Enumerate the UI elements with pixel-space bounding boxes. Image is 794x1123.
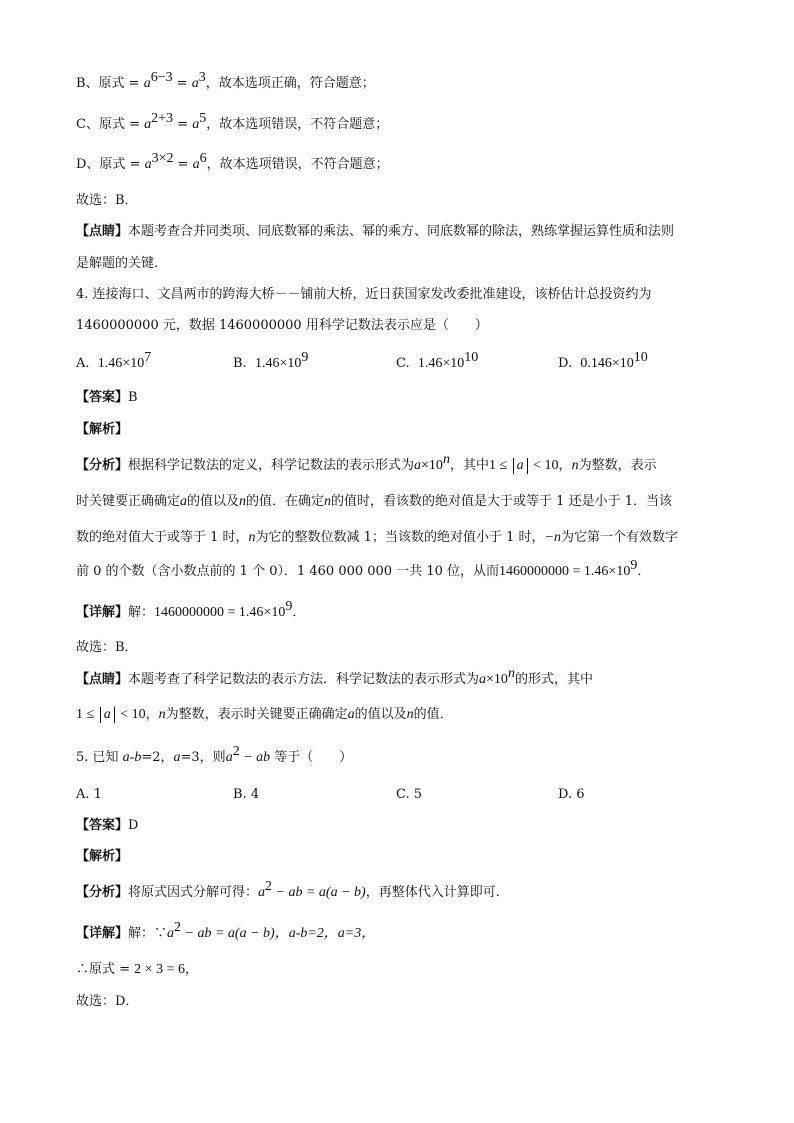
option-label: B. [233,356,247,371]
math-base: a [144,117,152,132]
text: 为整数，表示时关键要正确确定 [165,707,348,722]
text: ，再整体代入计算即可． [365,885,509,900]
q4-stem-line-2: 1460000000 元，数据 1460000000 用科学记数法表示应是（ ） [76,318,488,333]
q4-choice: 故选：B． [76,640,138,655]
text: ，故本选项错误，不符合题意； [206,157,389,172]
q4-xiangjie [76,599,306,623]
xiangjie-tag: 【详解】 [76,605,129,620]
text: 数的绝对值大于或等于 1 时， [76,530,249,545]
math-var: a [173,750,181,765]
math-text: 1460000000 = 1.46×10 [499,564,631,579]
math-exponent: n [507,666,515,681]
q5-option-b: B. 4 [233,787,260,802]
q4-remark-line-2 [76,705,453,725]
math-exponent: n [442,452,450,467]
q4-fenxi-line-3 [76,528,678,548]
math-base: a [143,76,151,91]
math-var: n [324,494,332,509]
text: 的值以及 [354,707,407,722]
q5-option-a: A. 1 [76,787,102,802]
math-var: a [258,885,266,900]
q4-answer [76,388,138,408]
math-var: n [248,530,256,545]
text: ． [292,605,306,620]
text: = [173,157,193,172]
q5-result [76,960,198,980]
text: 的值． [413,707,453,722]
text: 为它第一个有效数字 [560,530,678,545]
q3-choice: 故选：B． [76,193,138,208]
q5-option-d: D. 6 [558,787,585,802]
math-text: − ab [239,750,271,765]
option-d-explanation [76,151,389,175]
math-var: −n [544,530,561,545]
text: 解：∵ [128,926,168,941]
text: ， [145,707,159,722]
q4-fenxi-line-1 [76,452,657,476]
text: 根据科学记数法的定义，科学记数法的表示形式为 [128,458,415,473]
option-c-explanation [76,111,389,135]
text: ，故本选项正确，符合题意； [205,76,375,91]
math-exponent: 2 [174,920,182,935]
math-exponent: 9 [630,558,638,573]
option-b-explanation [76,70,375,94]
q4-fenxi-line-4 [76,558,651,582]
text: 将原式因式分解可得： [128,885,259,900]
option-label: D. [558,356,573,371]
math-var: a [225,750,233,765]
math-text: − ab = a(a − b) [272,885,366,900]
fenxi-tag: 【分析】 [76,458,129,473]
math-exponent: 2 [232,744,240,759]
option-label: C. [396,356,410,371]
answer-tag: 【答案】 [76,818,129,833]
text: ，a-b=2，a=3， [274,926,376,941]
math-exponent: 9 [285,599,293,614]
math-base: a [144,157,152,172]
analysis-tag: 【解析】 [76,849,129,864]
math-var: a [167,926,175,941]
text: ． [637,564,651,579]
q5-xiangjie [76,920,376,944]
option-exponent: 10 [633,350,648,365]
math-var: a-b [122,750,142,765]
option-exponent: 7 [144,350,152,365]
absolute-value: a [100,707,115,723]
text: 的值以及 [187,494,240,509]
math-exponent: 2 [265,879,273,894]
math-text: 1 ≤ [488,458,511,473]
math-var: n [571,458,579,473]
text: 为整数，表示 [578,458,657,473]
math-text: ×10 [421,458,443,473]
text: ，故本选项错误，不符合题意； [206,117,389,132]
answer-value: B [128,390,138,405]
math-text: < 10 [116,707,146,722]
q5-analysis-tag [76,847,128,867]
math-var: n [158,707,166,722]
text: C、原式 = [76,117,145,132]
math-exponent: 3 [198,70,206,85]
text: 的值．在确定 [246,494,325,509]
math-exponent: 2+3 [151,111,174,126]
option-exponent: 9 [301,350,309,365]
math-base: a [192,157,200,172]
fenxi-tag: 【分析】 [76,885,129,900]
q3-remark-line-2: 是解题的关键． [76,256,168,271]
q4-option-b [233,350,309,374]
math-exponent: 3×2 [151,151,174,166]
text: D、原式 = [76,157,145,172]
option-value: 1.46×10 [254,356,302,371]
q4-option-c [396,350,479,374]
remark-tag: 【点睛】 [76,672,129,687]
absolute-value: a [513,458,528,474]
math-var: a [180,494,188,509]
q4-analysis-tag [76,420,128,440]
option-value: 1.46×10 [97,356,145,371]
text: 时关键要正确确定 [76,494,181,509]
text: 为它的整数位数减 1；当该数的绝对值小于 1 时， [255,530,545,545]
math-exponent: 6−3 [150,70,173,85]
option-value: 1.46×10 [417,356,465,371]
math-base: a [191,76,199,91]
q4-option-a [76,350,152,374]
text: ， [184,962,198,977]
q5-option-c: C. 5 [396,787,423,802]
xiangjie-tag: 【详解】 [76,926,129,941]
analysis-tag: 【解析】 [76,422,129,437]
q4-stem-line-1: 4. 连接海口、文昌两市的跨海大桥－－铺前大桥，近日获国家发改委批准建设，该桥估计总投资约为 [76,287,652,302]
q4-option-d [558,350,648,374]
math-text: − ab = a(a − b) [181,926,275,941]
text: = [173,117,193,132]
text: 本题考查了科学记数法的表示方法．科学记数法的表示形式为 [128,672,480,687]
q5-fenxi [76,879,509,903]
math-var: a [479,672,487,687]
text: =3，则 [180,750,226,765]
text: = [172,76,192,91]
math-var: a [347,707,355,722]
math-base: a [192,117,200,132]
math-text: < 10 [529,458,559,473]
math-text: ×10 [486,672,508,687]
text: B、原式 = [76,76,144,91]
text: 5. 已知 [76,750,123,765]
option-exponent: 10 [464,350,479,365]
q5-choice: 故选：D． [76,994,139,1009]
math-exponent: 5 [199,111,207,126]
remark-tag: 【点睛】 [76,224,129,239]
text: 前 0 的个数（含小数点前的 1 个 0）．1 460 000 000 一共 10 位，从而 [76,564,500,579]
text: ， [558,458,572,473]
math-var: n [406,707,414,722]
q5-answer [76,816,138,836]
q4-fenxi-line-2 [76,492,672,512]
text: ，其中 [449,458,489,473]
math-text: 1 ≤ [76,707,98,722]
math-text: 2 × 3 = 6 [134,962,185,977]
q3-remark-line-1 [76,222,674,242]
text: 的形式，其中 [514,672,593,687]
math-var: n [239,494,247,509]
text: 解： [128,605,155,620]
text: 本题考查合并同类项、同底数幂的乘法、幂的乘方、同底数幂的除法，熟练掌握运算性质和法则 [128,224,675,239]
answer-tag: 【答案】 [76,390,129,405]
q4-remark-line-1 [76,666,593,690]
text: 等于（ ） [270,750,353,765]
answer-value: D [128,818,139,833]
q5-stem [76,744,353,768]
text: 的值时，看该数的绝对值是大于或等于 1 还是小于 1．当该 [331,494,672,509]
text: ∴原式 = [76,962,135,977]
text: =2， [141,750,174,765]
option-value: 0.146×10 [580,356,634,371]
math-text: 1460000000 = 1.46×10 [154,605,286,620]
option-label: A. [76,356,90,371]
math-var: a [414,458,422,473]
math-exponent: 6 [199,151,207,166]
